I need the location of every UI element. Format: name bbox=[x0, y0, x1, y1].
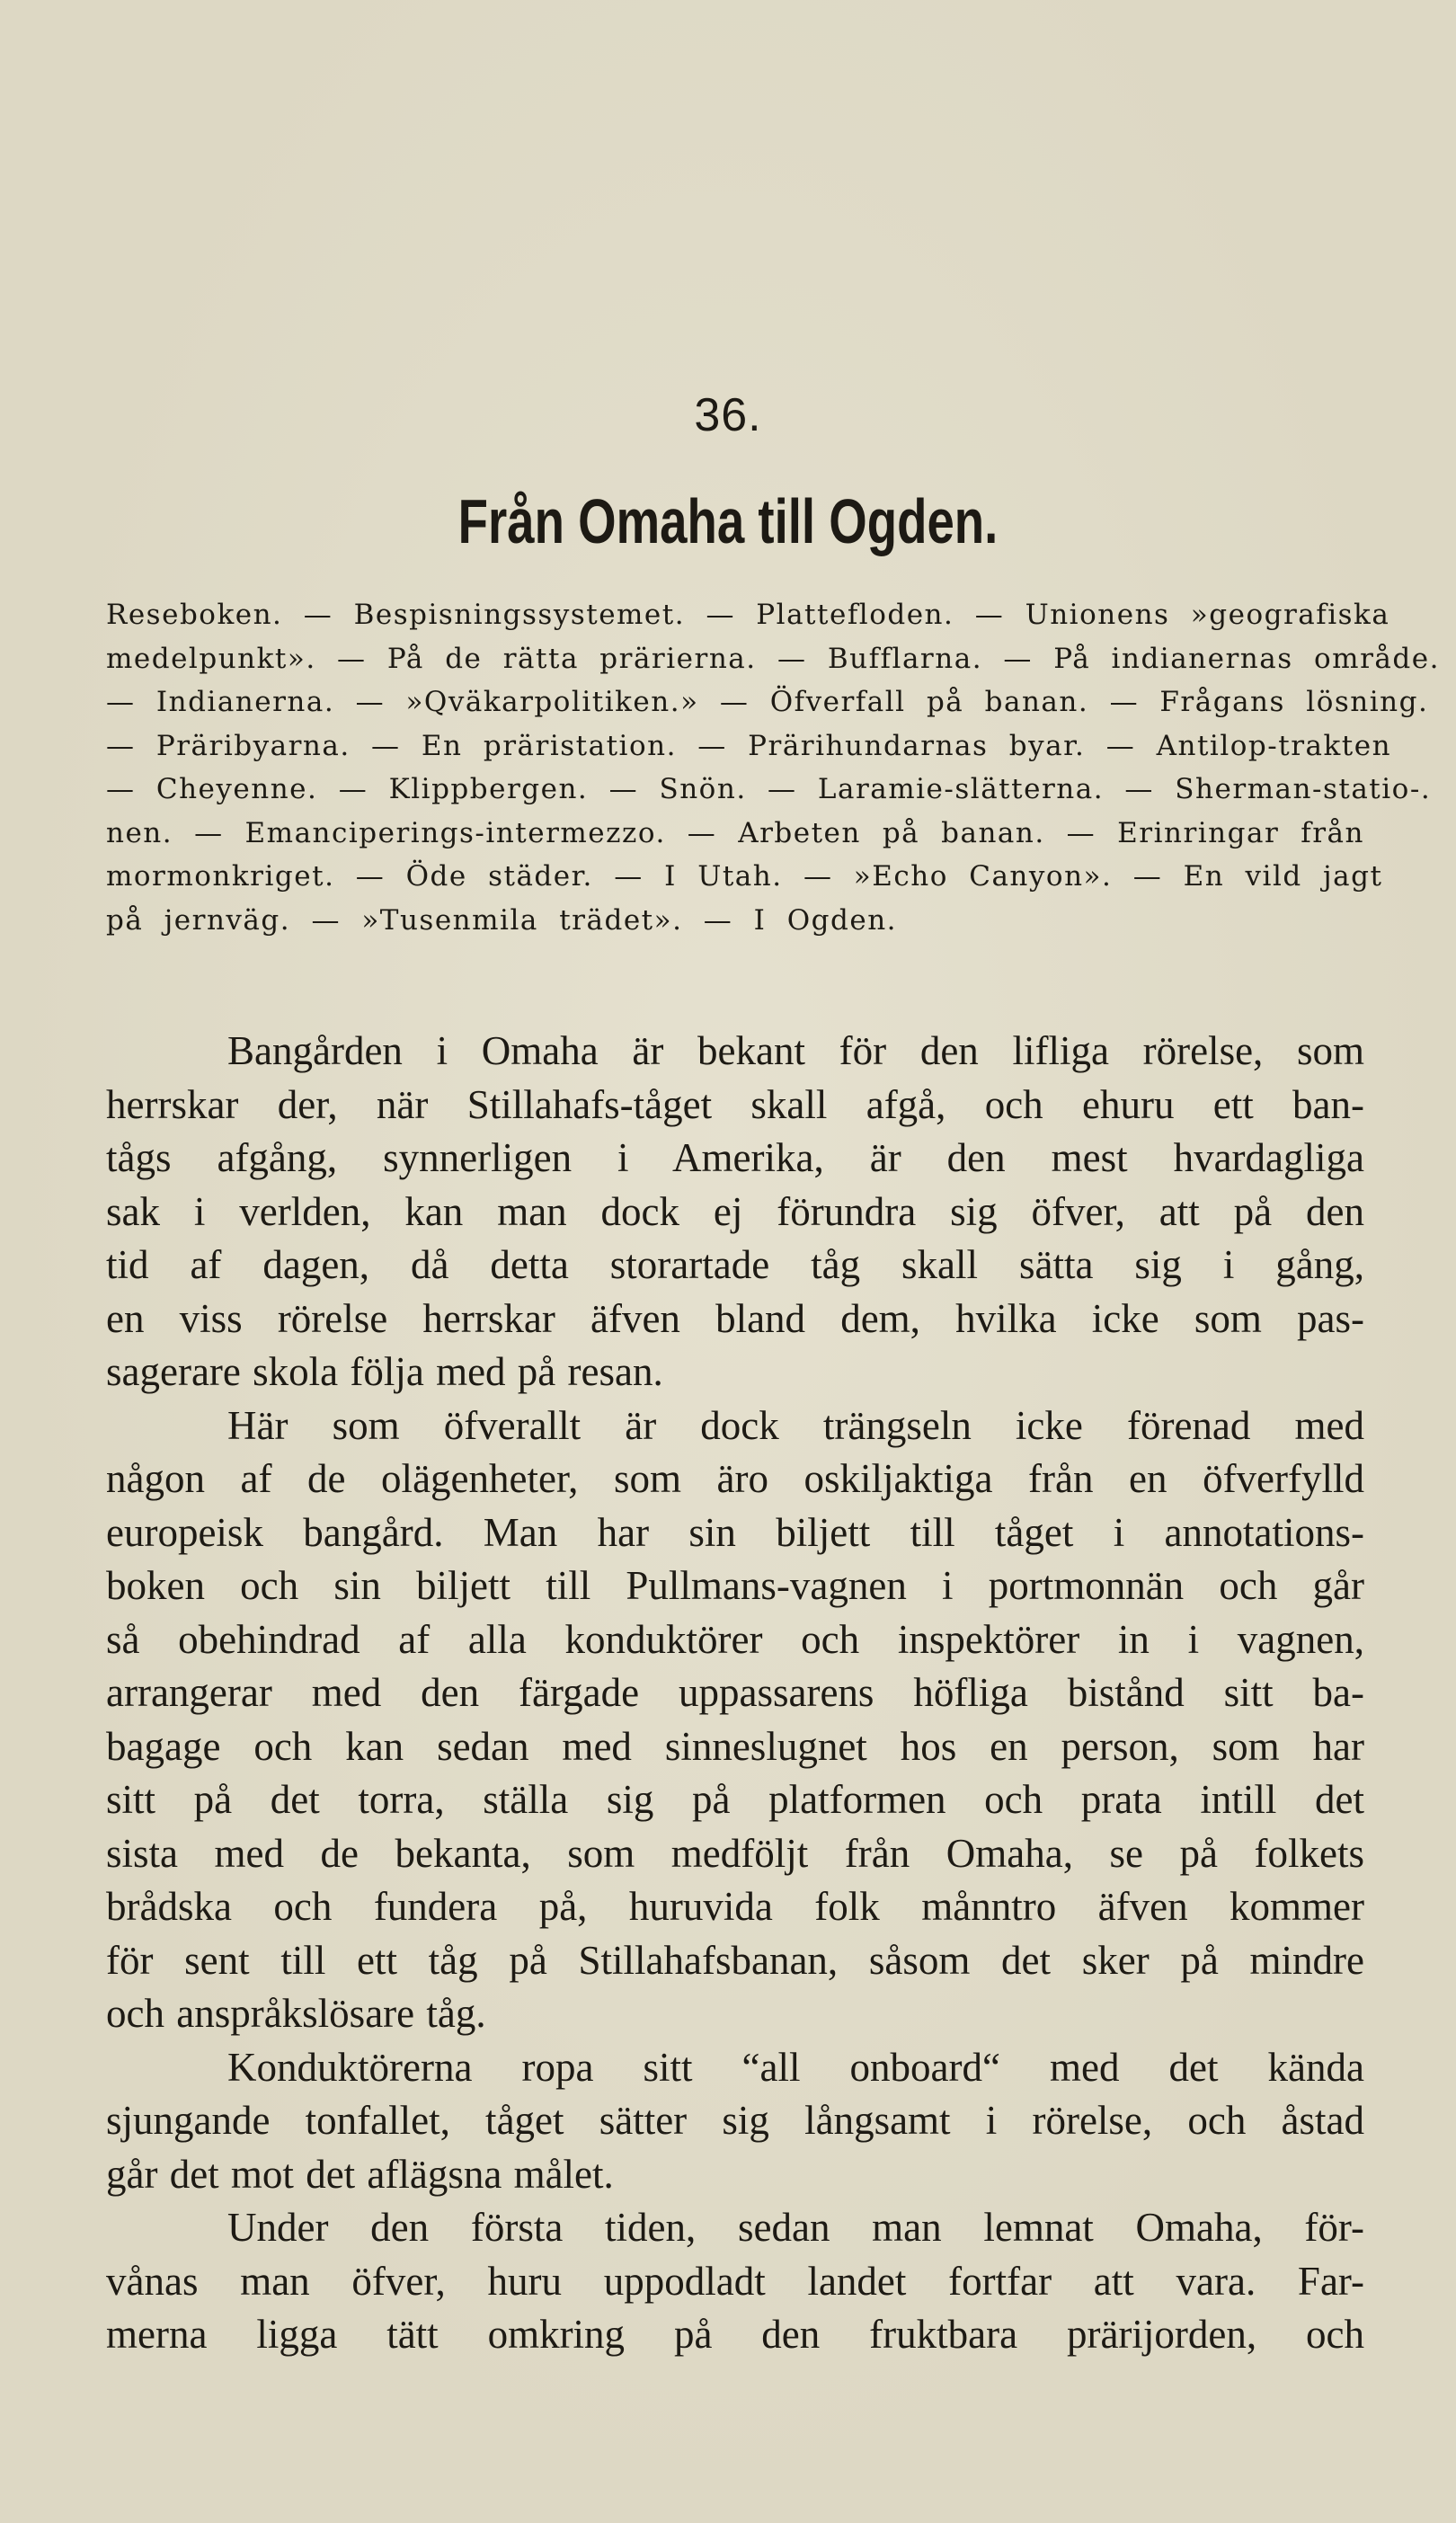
body-line: sagerare skola följa med på resan. bbox=[106, 1349, 663, 1394]
chapter-title: Från Omaha till Ogden. bbox=[457, 486, 999, 556]
body-line: och anspråkslösare tåg. bbox=[106, 1991, 486, 2036]
body-line: vånas man öfver, huru uppodladt landet fortfar att vara. Far- bbox=[106, 2258, 1364, 2304]
body-line: merna ligga tätt omkring på den fruktbara prärijorden, och bbox=[106, 2312, 1364, 2357]
summary-line: Reseboken. — Bespisningssystemet. — Plattefloden. — Unionens »geografiska bbox=[106, 599, 1390, 631]
body-line: tågs afgång, synnerligen i Amerika, är den mest hvardagliga bbox=[106, 1135, 1364, 1180]
body-text bbox=[106, 1025, 1364, 2362]
body-line: tid af dagen, då detta storartade tåg skall sätta sig i gång, bbox=[106, 1242, 1364, 1287]
chapter-summary bbox=[106, 593, 1440, 942]
body-line: bagage och kan sedan med sinneslugnet hos en person, som har bbox=[106, 1723, 1364, 1769]
body-line: Bangården i Omaha är bekant för den lifliga rörelse, som bbox=[227, 1028, 1364, 1073]
body-line: herrskar der, när Stillahafs-tåget skall afgå, och ehuru ett ban- bbox=[106, 1081, 1364, 1127]
body-line: Här som öfverallt är dock trängseln icke förenad med bbox=[227, 1402, 1364, 1448]
body-line: sjungande tonfallet, tåget sätter sig långsamt i rörelse, och åstad bbox=[106, 2098, 1364, 2143]
body-line: Konduktörerna ropa sitt “all onboard“ med det kända bbox=[227, 2044, 1364, 2090]
summary-line: medelpunkt». — På de rätta prärierna. — Bufflarna. — På indianernas område. bbox=[106, 642, 1440, 675]
summary-line: nen. — Emanciperings-intermezzo. — Arbeten på banan. — Erinringar från bbox=[106, 816, 1364, 849]
summary-line: — Cheyenne. — Klippbergen. — Snön. — Laramie-slätterna. — Sherman-statio-. bbox=[106, 773, 1432, 805]
chapter-number: 36. bbox=[694, 389, 762, 441]
body-line: sitt på det torra, ställa sig på platformen och prata intill det bbox=[106, 1777, 1364, 1822]
summary-line: på jernväg. — »Tusenmila trädet». — I Ogden. bbox=[106, 903, 898, 937]
summary-line: — Indianerna. — »Qväkarpolitiken.» — Öfverfall på banan. — Frågans lösning. bbox=[106, 686, 1429, 718]
summary-line: — Präribyarna. — En präristation. — Prärihundarnas byar. — Antilop-trakten bbox=[106, 729, 1392, 762]
body-line: sista med de bekanta, som medföljt från Omaha, se på folkets bbox=[106, 1830, 1364, 1876]
body-line: någon af de olägenheter, som äro oskiljaktiga från en öfverfylld bbox=[106, 1456, 1364, 1501]
body-line: en viss rörelse herrskar äfven bland dem, hvilka icke som pas- bbox=[106, 1295, 1364, 1341]
body-line: europeisk bangård. Man har sin biljett till tåget i annotations- bbox=[106, 1509, 1364, 1555]
body-line: boken och sin biljett till Pullmans-vagnen i portmonnän och går bbox=[106, 1563, 1364, 1608]
body-line: arrangerar med den färgade uppassarens höfliga bistånd sitt ba- bbox=[106, 1670, 1364, 1715]
body-line: för sent till ett tåg på Stillahafsbanan, såsom det sker på mindre bbox=[106, 1937, 1364, 1983]
body-line: brådska och fundera på, huruvida folk månntro äfven kommer bbox=[106, 1884, 1364, 1929]
body-line: sak i verlden, kan man dock ej förundra sig öfver, att på den bbox=[106, 1188, 1364, 1234]
body-line: så obehindrad af alla konduktörer och inspektörer in i vagnen, bbox=[106, 1616, 1364, 1662]
body-line: Under den första tiden, sedan man lemnat Omaha, för- bbox=[227, 2205, 1364, 2250]
body-line: går det mot det aflägsna målet. bbox=[106, 2151, 614, 2197]
summary-line: mormonkriget. — Öde städer. — I Utah. — »Echo Canyon». — En vild jagt bbox=[106, 860, 1383, 893]
